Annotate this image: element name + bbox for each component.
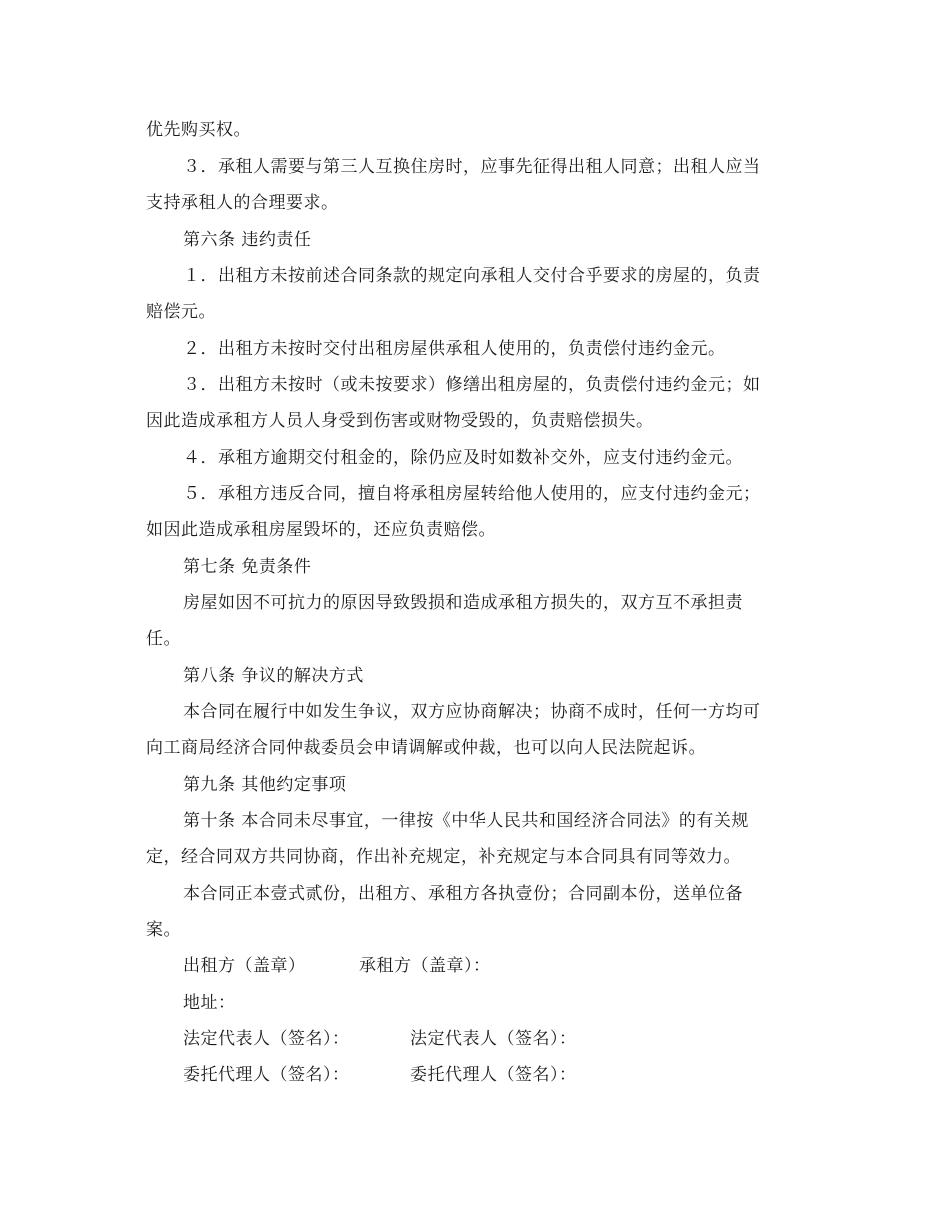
text-line: 向工商局经济合同仲裁委员会申请调解或仲裁，也可以向人民法院起诉。 — [146, 738, 706, 758]
text-line: 第十条 本合同未尽事宜，一律按《中华人民共和国经济合同法》的有关规 — [183, 811, 749, 831]
text-line: 本合同正本壹式贰份，出租方、承租方各执壹份；合同副本份，送单位备 — [183, 884, 743, 904]
legal-rep-left-label: 法定代表人（签名）： — [183, 1029, 350, 1049]
text-line: 赔偿元。 — [146, 302, 216, 322]
section-heading: 第六条 违约责任 — [183, 230, 312, 250]
section-heading: 第九条 其他约定事项 — [183, 775, 347, 795]
agent-left-label: 委托代理人（签名）： — [183, 1065, 350, 1085]
lessor-seal-label: 出租方（盖章） — [183, 956, 306, 976]
text-line: １．出租方未按前述合同条款的规定向承租人交付合乎要求的房屋的，负责 — [183, 266, 761, 286]
text-line: 任。 — [146, 629, 181, 649]
text-line: 优先购买权。 — [146, 120, 251, 140]
section-heading: 第八条 争议的解决方式 — [183, 666, 364, 686]
text-line: ４．承租方逾期交付租金的，除仍应及时如数补交外，应支付违约金元。 — [183, 448, 743, 468]
lessee-seal-label: 承租方（盖章）： — [359, 956, 491, 976]
text-line: 如因此造成承租房屋毁坏的，还应负责赔偿。 — [146, 520, 496, 540]
address-label: 地址： — [183, 993, 236, 1013]
text-line: ２．出租方未按时交付出租房屋供承租人使用的，负责偿付违约金元。 — [183, 339, 726, 359]
legal-rep-right-label: 法定代表人（签名）： — [410, 1029, 577, 1049]
section-heading: 第七条 免责条件 — [183, 557, 312, 577]
text-line: 支持承租人的合理要求。 — [146, 193, 339, 213]
text-line: 房屋如因不可抗力的原因导致毁损和造成承租方损失的，双方互不承担责 — [183, 593, 743, 613]
text-line: ３．承租人需要与第三人互换住房时，应事先征得出租人同意；出租人应当 — [183, 157, 761, 177]
text-line: 本合同在履行中如发生争议，双方应协商解决；协商不成时，任何一方均可 — [183, 702, 761, 722]
text-line: ５．承租方违反合同，擅自将承租房屋转给他人使用的，应支付违约金元； — [183, 484, 761, 504]
text-line: ３．出租方未按时（或未按要求）修缮出租房屋的，负责偿付违约金元；如 — [183, 375, 761, 395]
text-line: 因此造成承租方人员人身受到伤害或财物受毁的，负责赔偿损失。 — [146, 411, 654, 431]
text-line: 定，经合同双方共同协商，作出补充规定，补充规定与本合同具有同等效力。 — [146, 847, 741, 867]
text-line: 案。 — [146, 920, 181, 940]
agent-right-label: 委托代理人（签名）： — [410, 1065, 577, 1085]
